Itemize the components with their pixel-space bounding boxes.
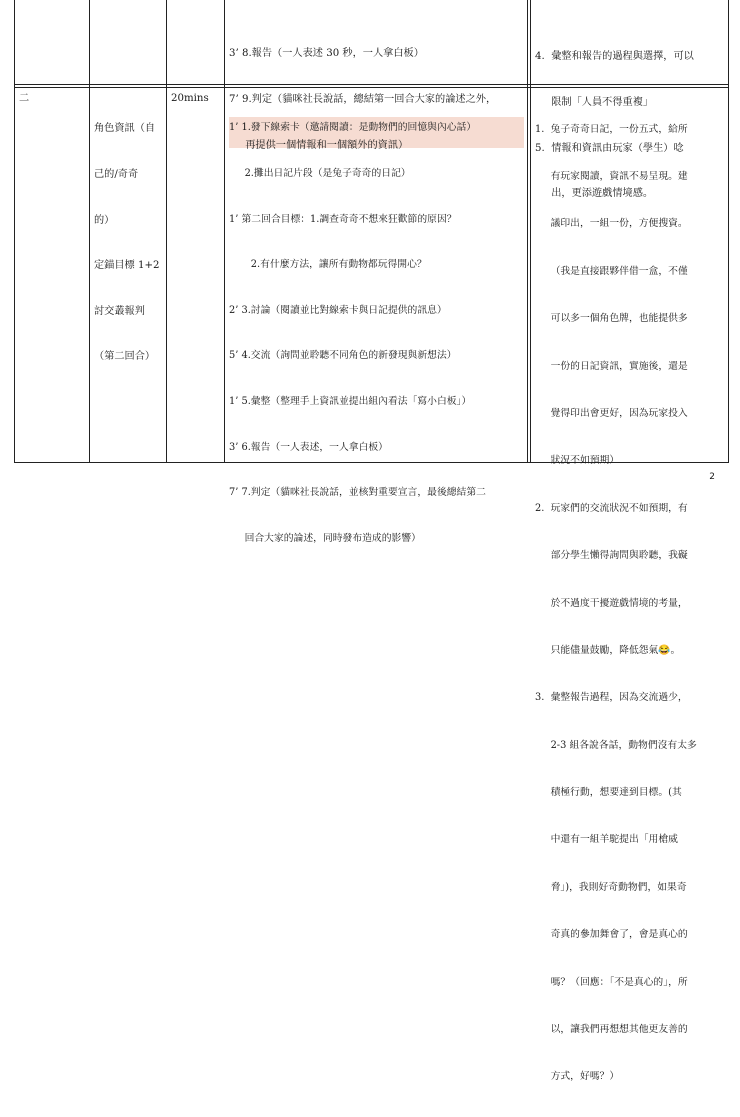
table-rule: [527, 0, 528, 463]
content-line: 討交叢報判: [94, 305, 145, 317]
procedure-line: 7’ 7.判定（貓咪社長說話，並核對重要宣言，最後總結第二: [229, 487, 486, 499]
reflection-line: 議印出，一組一份，方便搜資。: [535, 218, 688, 230]
content-line: 的）: [94, 214, 115, 226]
reflection-line: 於不過度干擾遊戲情境的考量，: [535, 597, 688, 609]
table-rule: [530, 0, 531, 463]
reflection-line: 方式，好嗎？）: [535, 1071, 620, 1083]
row2-content: [94, 91, 160, 395]
content-line: 定錨目標 1+2: [94, 260, 160, 272]
procedure-line: 3’ 8.報告（一人表述 30 秒，一人拿白板）: [229, 48, 424, 60]
table-rule: [14, 0, 15, 463]
content-line: 己的/奇奇: [94, 169, 139, 181]
row2-reflection: [535, 90, 697, 1117]
reflection-line: 有玩家閱讀，資訊不易呈現。建: [535, 170, 688, 182]
content-line: （第二回合）: [94, 351, 156, 363]
procedure-line: 2.有什麼方法，讓所有動物都玩得開心？: [229, 259, 427, 271]
reflection-line: 積極行動，想要達到目標。(其: [535, 787, 682, 799]
reflection-line: 2. 玩家們的交流狀況不如預期，有: [535, 502, 688, 514]
reflection-line: 脅」)，我則好奇動物們，如果奇: [535, 881, 687, 893]
reflection-line: 限制「人員不得重複」: [535, 97, 654, 109]
page-number: 2: [709, 472, 715, 482]
row2-procedure: [229, 90, 486, 577]
reflection-line: （我是直接跟夥伴借一盒，不僅: [535, 265, 688, 277]
procedure-line: 7’ 9.判定（貓咪社長說話，總結第一回合大家的論述之外，: [229, 94, 497, 106]
table-rule: [89, 0, 90, 463]
reflection-line: 5. 情報和資訊由玩家（學生）唸: [535, 142, 684, 154]
procedure-line: 再提供一個情報和一個額外的資訊）: [229, 139, 409, 151]
procedure-line: 5’ 4.交流（詢問並聆聽不同角色的新發現與新想法）: [229, 350, 457, 362]
reflection-line: 4. 彙整和報告的過程與選擇，可以: [535, 51, 694, 63]
procedure-line: 1’ 第二回合目標：1.調查奇奇不想來狂歡節的原因？: [229, 213, 457, 225]
table-rule: [728, 0, 729, 463]
procedure-line: 3’ 6.報告（一人表述，一人拿白板）: [229, 441, 388, 453]
reflection-line: 狀況不如預期）: [535, 455, 620, 467]
table-rule: [224, 0, 225, 463]
reflection-line: 可以多一個角色牌，也能提供多: [535, 313, 688, 325]
procedure-line: 1’ 1.發下線索卡（邀請閱讀：是動物們的回憶與內心話）: [229, 122, 477, 134]
table-rule: [166, 0, 167, 463]
reflection-line: 只能儘量鼓勵，降低怨氣😂。: [535, 644, 681, 656]
round-number: 二: [19, 93, 30, 104]
reflection-line: 部分學生懶得詢問與聆聽，我礙: [535, 550, 688, 562]
reflection-line: 中還有一組羊駝提出「用槍威: [535, 834, 678, 846]
procedure-line: 2’ 3.討論（閱讀並比對線索卡與日記提供的訊息）: [229, 304, 447, 316]
content-line: 角色資訊（自: [94, 123, 156, 135]
procedure-line: 回合大家的論述，同時發布造成的影響）: [229, 532, 421, 544]
reflection-line: 嗎？（回應：「不是真心的」，所: [535, 976, 688, 988]
reflection-line: 1. 兔子奇奇日記，一份五式，給所: [535, 123, 688, 135]
reflection-line: 2-3 組各說各話，動物們沒有太多: [535, 739, 697, 751]
reflection-line: 奇真的參加舞會了，會是真心的: [535, 929, 688, 941]
reflection-line: 3. 彙整報告過程，因為交流過少，: [535, 692, 688, 704]
reflection-line: 出，更添遊戲情境感。: [535, 188, 654, 200]
reflection-line: 以，讓我們再想想其他更友善的: [535, 1024, 688, 1036]
procedure-line: 2.攤出日記片段（是兔子奇奇的日記）: [229, 168, 411, 180]
procedure-line: 1’ 5.彙整（整理手上資訊並提出組內看法「寫小白板」）: [229, 396, 472, 408]
reflection-line: 一份的日記資訊，實施後，還是: [535, 360, 688, 372]
reflection-line: 覺得印出會更好，因為玩家投入: [535, 407, 688, 419]
row2-duration: 20mins: [171, 93, 209, 104]
